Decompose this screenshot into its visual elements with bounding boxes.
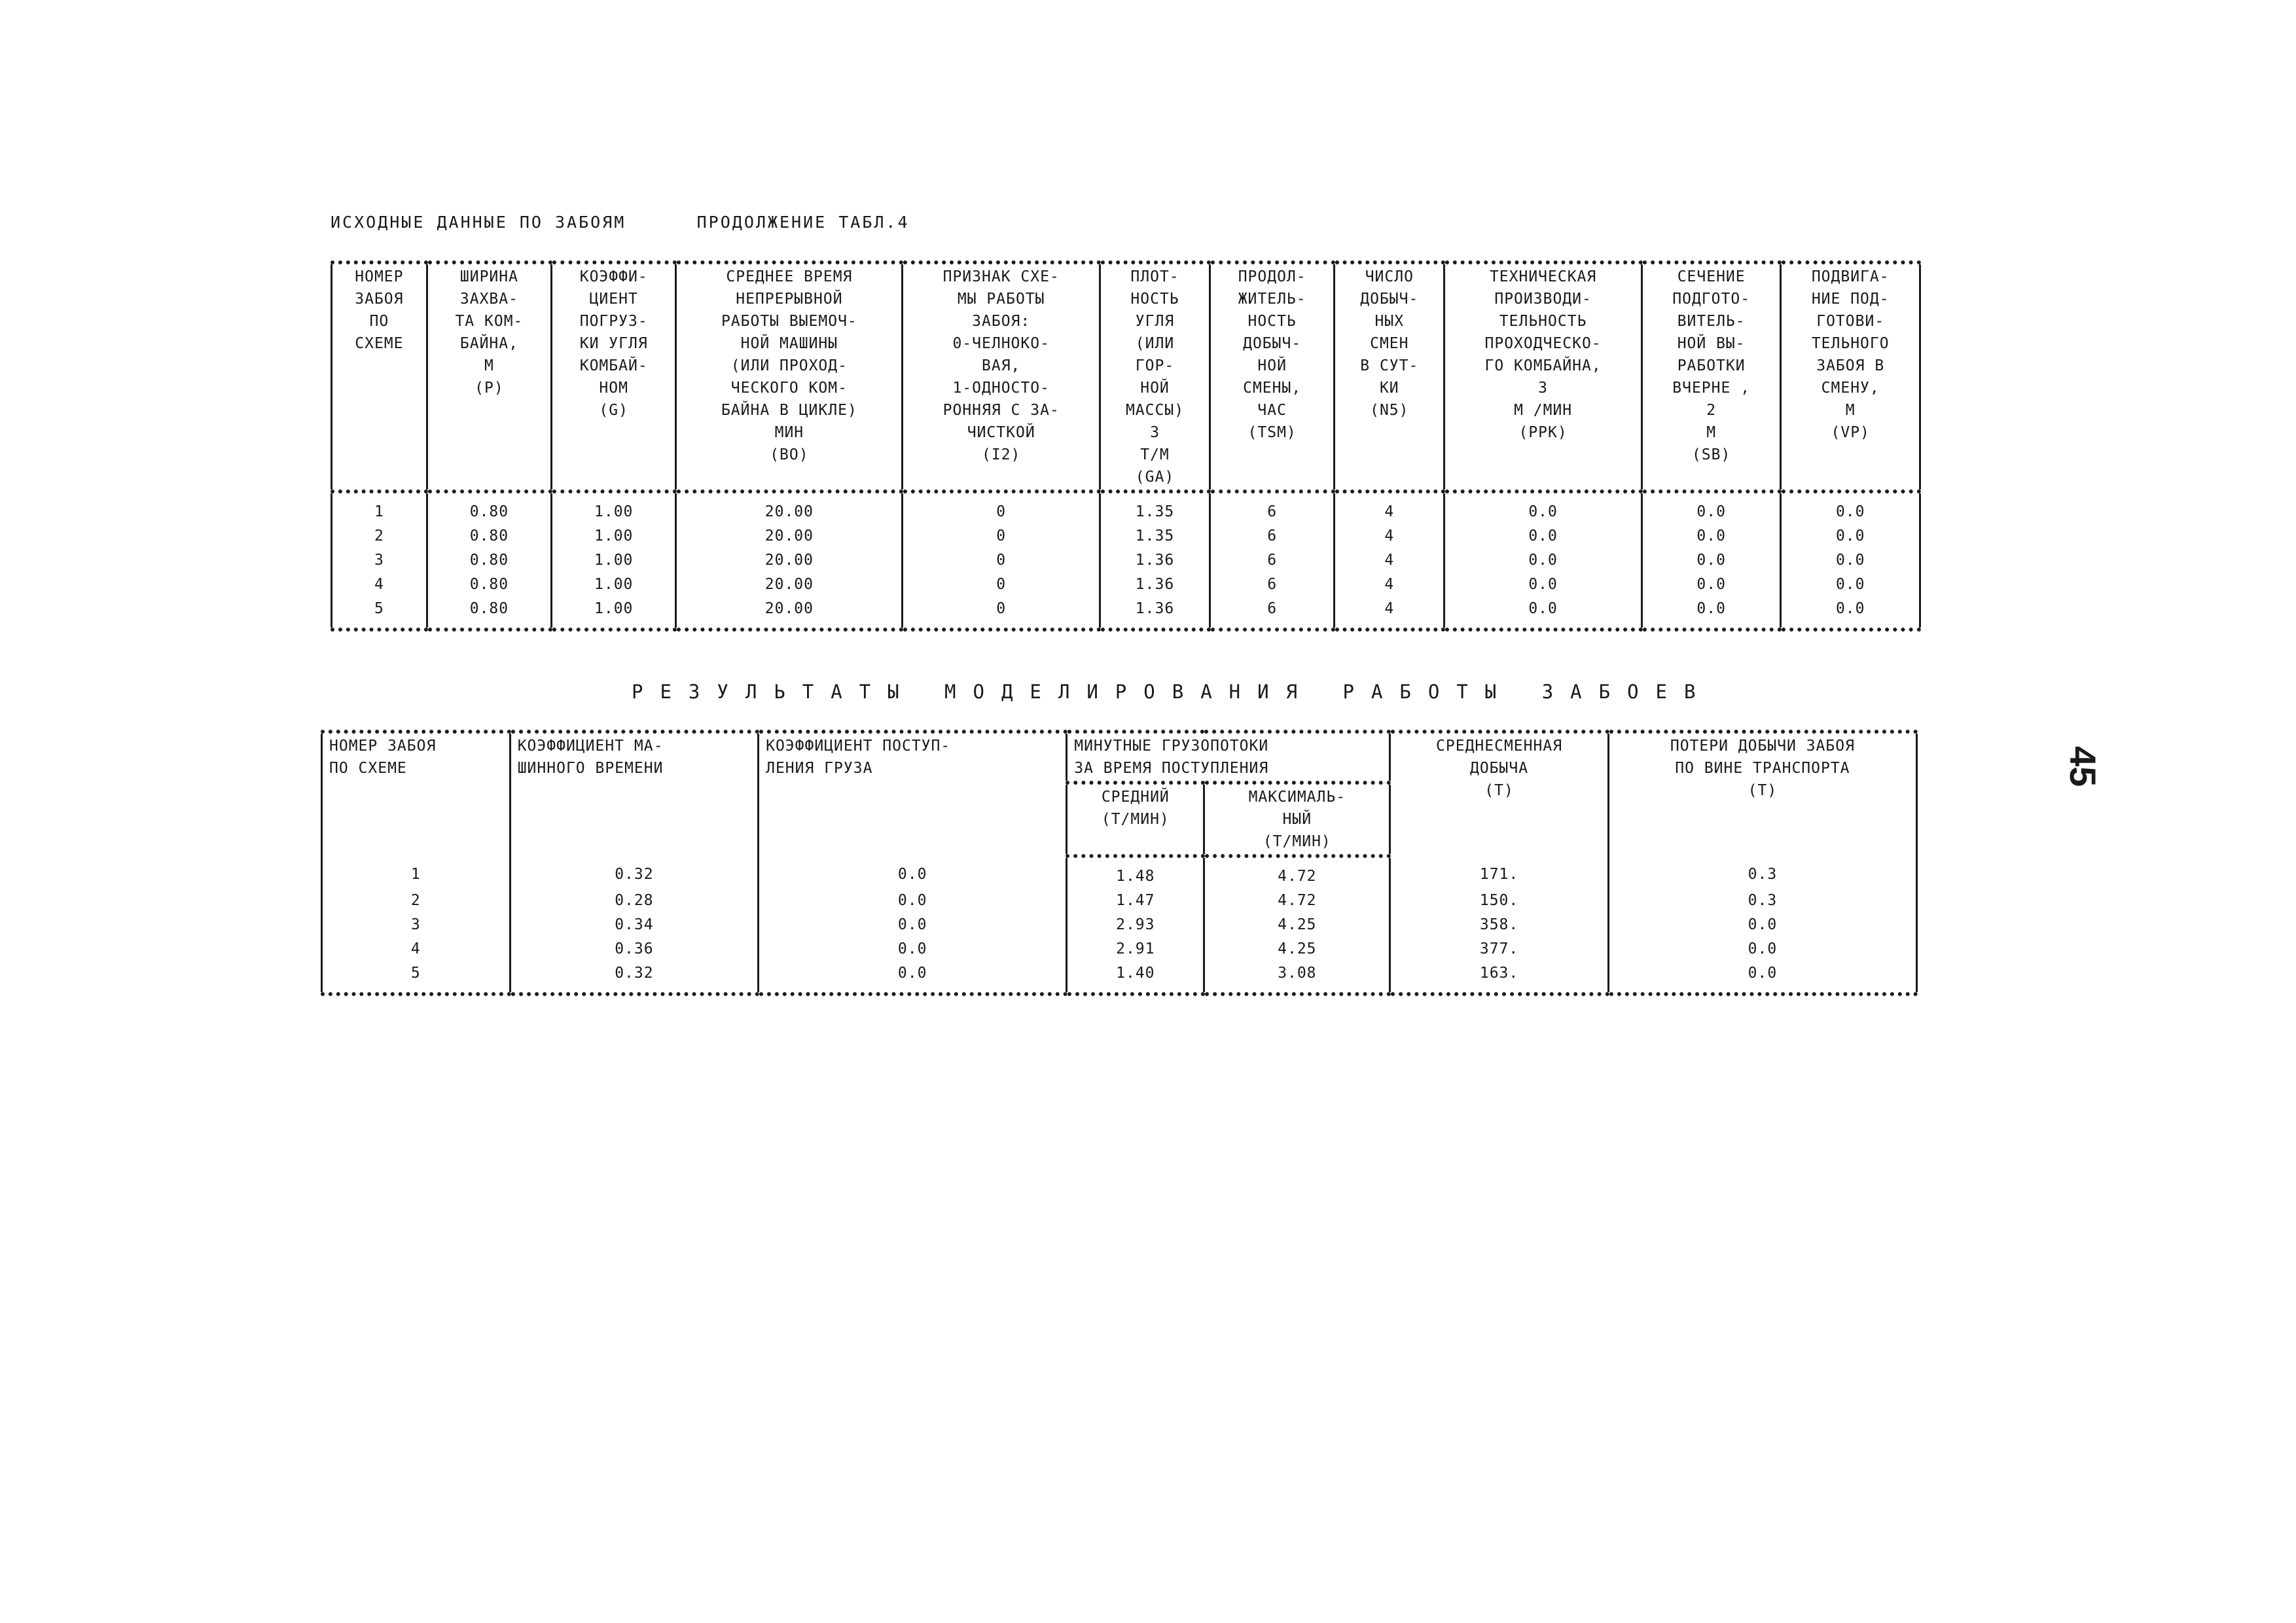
table-row (322, 937, 1917, 961)
table-cell: 4 (1335, 524, 1444, 548)
table-cell: 0.36 (510, 937, 758, 961)
table-cell: 5 (332, 597, 427, 630)
table-cell: 20.00 (676, 491, 903, 524)
table-cell: 0.0 (759, 937, 1067, 961)
source-data-table (331, 260, 1921, 632)
header-avg-flow: СРЕДНИЙ (Т/МИН) (1067, 783, 1204, 856)
table-cell: 1.36 (1100, 573, 1210, 597)
table-cell: 377. (1390, 937, 1609, 961)
table-cell: 1.40 (1067, 961, 1204, 994)
table-cell: 1 (332, 491, 427, 524)
table-cell: 0.0 (759, 913, 1067, 937)
table-cell: 6 (1210, 597, 1335, 630)
table-row (332, 573, 1920, 597)
header-avg-shift-output: СРЕДНЕСМЕННАЯ ДОБЫЧА (Т) (1390, 732, 1609, 856)
table-cell: 0.80 (427, 597, 551, 630)
table-cell: 0 (903, 573, 1100, 597)
results-title: РЕЗУЛЬТАТЫ МОДЕЛИРОВАНИЯ РАБОТЫ ЗАБОЕВ (632, 681, 1713, 703)
table-cell: 0.80 (427, 573, 551, 597)
table-cell: 0.0 (1641, 548, 1781, 573)
header-inflow-coef: КОЭФФИЦИЕНТ ПОСТУП- ЛЕНИЯ ГРУЗА (759, 732, 1067, 856)
table-cell: 0.0 (1641, 573, 1781, 597)
results-table-header-row (322, 732, 1917, 783)
table-row (322, 889, 1917, 913)
table-cell: 4 (1335, 573, 1444, 597)
table-cell: 0.0 (1608, 913, 1916, 937)
table-cell: 1.35 (1100, 491, 1210, 524)
table-cell: 150. (1390, 889, 1609, 913)
table-cell: 3 (332, 548, 427, 573)
table-cell: 0 (903, 491, 1100, 524)
table-cell: 3 (322, 913, 511, 937)
table-cell: 2.93 (1067, 913, 1204, 937)
table-cell: 0.3 (1608, 856, 1916, 889)
table-row (332, 491, 1920, 524)
table-cell: 20.00 (676, 548, 903, 573)
table-cell: 0.0 (1444, 597, 1642, 630)
table-cell: 4.25 (1204, 913, 1390, 937)
table-cell: 0.80 (427, 491, 551, 524)
table-cell: 20.00 (676, 524, 903, 548)
source-col-header: ТЕХНИЧЕСКАЯ ПРОИЗВОДИ- ТЕЛЬНОСТЬ ПРОХОДЧЕСКО- ГО КОМБАЙНА, 3 М /МИН (PPK) (1444, 262, 1642, 491)
source-col-header: ПРОДОЛ- ЖИТЕЛЬ- НОСТЬ ДОБЫЧ- НОЙ СМЕНЫ, ЧАС (TSM) (1210, 262, 1335, 491)
table-cell: 6 (1210, 548, 1335, 573)
results-table-body (322, 856, 1917, 994)
source-col-header: ШИРИНА ЗАХВА- ТА КОМ- БАЙНА, М (Р) (427, 262, 551, 491)
table-row (322, 961, 1917, 994)
table-cell: 0.0 (1641, 491, 1781, 524)
table-cell: 0.0 (759, 961, 1067, 994)
table-cell: 0.32 (510, 856, 758, 889)
source-col-header: ПЛОТ- НОСТЬ УГЛЯ (ИЛИ ГОР- НОЙ МАССЫ) 3 Т/М (GA) (1100, 262, 1210, 491)
table-cell: 358. (1390, 913, 1609, 937)
table-cell: 20.00 (676, 573, 903, 597)
table-cell: 4 (1335, 548, 1444, 573)
table-cell: 1.36 (1100, 597, 1210, 630)
table-cell: 0.0 (1444, 548, 1642, 573)
header-face-number: НОМЕР ЗАБОЯ ПО СХЕМЕ (322, 732, 511, 856)
header-max-flow: МАКСИМАЛЬ- НЫЙ (Т/МИН) (1204, 783, 1390, 856)
table-cell: 0.80 (427, 548, 551, 573)
table-cell: 0.0 (1444, 573, 1642, 597)
results-table (321, 730, 1918, 996)
table-cell: 6 (1210, 524, 1335, 548)
table-cell: 2 (322, 889, 511, 913)
table-cell: 163. (1390, 961, 1609, 994)
table-cell: 1.47 (1067, 889, 1204, 913)
table-cell: 0.0 (1781, 597, 1920, 630)
table-cell: 0.0 (1641, 524, 1781, 548)
table-cell: 0.0 (1444, 491, 1642, 524)
header-transport-losses: ПОТЕРИ ДОБЫЧИ ЗАБОЯ ПО ВИНЕ ТРАНСПОРТА (Т) (1608, 732, 1916, 856)
source-col-header: ЧИСЛО ДОБЫЧ- НЫХ СМЕН В СУТ- КИ (N5) (1335, 262, 1444, 491)
table-cell: 4 (322, 937, 511, 961)
table-cell: 1.36 (1100, 548, 1210, 573)
table-cell: 0.0 (1781, 548, 1920, 573)
table-cell: 1.00 (552, 548, 676, 573)
source-col-header: КОЭФФИ- ЦИЕНТ ПОГРУЗ- КИ УГЛЯ КОМБАЙ- НОМ (G) (552, 262, 676, 491)
source-col-header: ПРИЗНАК СХЕ- МЫ РАБОТЫ ЗАБОЯ: 0-ЧЕЛНОКО- ВАЯ, 1-ОДНОСТО- РОННЯЯ С ЗА- ЧИСТКОЙ (I2) (903, 262, 1100, 491)
header-minute-flows: МИНУТНЫЕ ГРУЗОПОТОКИ ЗА ВРЕМЯ ПОСТУПЛЕНИЯ (1067, 732, 1390, 783)
table-cell: 2.91 (1067, 937, 1204, 961)
table-cell: 6 (1210, 573, 1335, 597)
table-cell: 4.72 (1204, 856, 1390, 889)
table-cell: 0.80 (427, 524, 551, 548)
table-cell: 6 (1210, 491, 1335, 524)
table-cell: 2 (332, 524, 427, 548)
table-cell: 0.3 (1608, 889, 1916, 913)
table-cell: 0.32 (510, 961, 758, 994)
table-row (332, 597, 1920, 630)
table-cell: 1.00 (552, 491, 676, 524)
table-cell: 1 (322, 856, 511, 889)
table-cell: 0.0 (1781, 491, 1920, 524)
source-col-header: НОМЕР ЗАБОЯ ПО СХЕМЕ (332, 262, 427, 491)
source-table-header (332, 262, 1920, 491)
table-cell: 4.72 (1204, 889, 1390, 913)
table-cell: 0.0 (1641, 597, 1781, 630)
table-cell: 5 (322, 961, 511, 994)
table-cell: 1.00 (552, 597, 676, 630)
heading-right: ПРОДОЛЖЕНИЕ ТАБЛ.4 (696, 213, 910, 232)
table-cell: 171. (1390, 856, 1609, 889)
table-cell: 0 (903, 524, 1100, 548)
source-col-header: ПОДВИГА- НИЕ ПОД- ГОТОВИ- ТЕЛЬНОГО ЗАБОЯ В СМЕНУ, М (VP) (1781, 262, 1920, 491)
table-cell: 0.28 (510, 889, 758, 913)
header-machine-time-coef: КОЭФФИЦИЕНТ МА- ШИННОГО ВРЕМЕНИ (510, 732, 758, 856)
table-row (322, 856, 1917, 889)
source-table-body (332, 491, 1920, 630)
table-cell: 1.48 (1067, 856, 1204, 889)
table-cell: 0.0 (1444, 524, 1642, 548)
table-cell: 0.0 (759, 856, 1067, 889)
source-col-header: СЕЧЕНИЕ ПОДГОТО- ВИТЕЛЬ- НОЙ ВЫ- РАБОТКИ ВЧЕРНЕ , 2 М (SB) (1641, 262, 1781, 491)
page-heading (331, 213, 910, 232)
table-cell: 3.08 (1204, 961, 1390, 994)
table-row (332, 524, 1920, 548)
table-cell: 0.34 (510, 913, 758, 937)
table-row (332, 548, 1920, 573)
table-cell: 20.00 (676, 597, 903, 630)
table-cell: 1.00 (552, 573, 676, 597)
table-cell: 0 (903, 548, 1100, 573)
table-cell: 4 (332, 573, 427, 597)
table-cell: 0.0 (1781, 524, 1920, 548)
page-number: 45 (2062, 746, 2104, 787)
table-cell: 0.0 (1781, 573, 1920, 597)
table-cell: 4 (1335, 597, 1444, 630)
table-cell: 0 (903, 597, 1100, 630)
table-cell: 1.00 (552, 524, 676, 548)
source-col-header: СРЕДНЕЕ ВРЕМЯ НЕПРЕРЫВНОЙ РАБОТЫ ВЫЕМОЧ- НОЙ МАШИНЫ (ИЛИ ПРОХОД- ЧЕСКОГО КОМ- БАЙНА В ЦИКЛЕ) МИН (ВО) (676, 262, 903, 491)
table-cell: 4 (1335, 491, 1444, 524)
table-cell: 0.0 (1608, 961, 1916, 994)
table-cell: 4.25 (1204, 937, 1390, 961)
heading-left: ИСХОДНЫЕ ДАННЫЕ ПО ЗАБОЯМ (331, 213, 626, 232)
table-row (322, 913, 1917, 937)
table-cell: 0.0 (759, 889, 1067, 913)
table-cell: 0.0 (1608, 937, 1916, 961)
table-cell: 1.35 (1100, 524, 1210, 548)
